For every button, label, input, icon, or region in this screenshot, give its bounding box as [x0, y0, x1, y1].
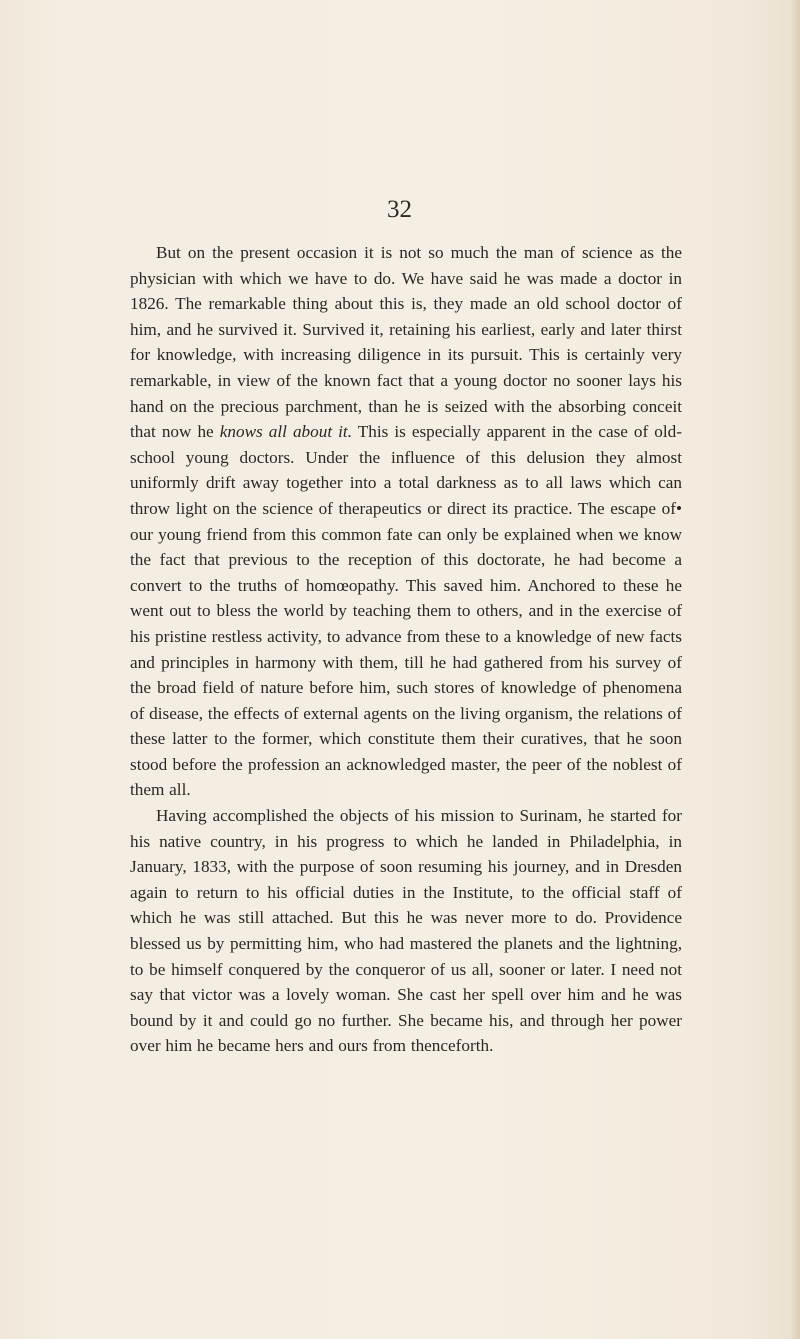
- paragraph-2: [130, 803, 682, 1059]
- body-text: [130, 240, 682, 1059]
- paragraph-1-text-a: But on the present occasion it is not so much the man of science as the physician with which we have to do. We have said he was made a doctor in 1826. The remarkable thing about this is, they made an old school doctor of him, and he survived it. Survived it, retaining his earliest, early and later thirst for knowledge, with increasing diligence in its pursuit. This is certainly very remarkable, in view of the known fact that a young doctor no sooner lays his hand on the precious parchment, than he is seized with the absorbing conceit that now he: [130, 243, 682, 442]
- paragraph-1: [130, 240, 682, 803]
- page-number: 32: [387, 196, 412, 223]
- paragraph-2-text: Having accomplished the objects of his mission to Surinam, he started for his native country, in his progress to which he landed in Philadelphia, in January, 1833, with the purpose of soon resuming his journey, and in Dresden again to return to his official duties in the Institute, to the official staff of which he was still attached. But this he was never more to do. Providence blessed us by permitting him, who had mastered the planets and the lightning, to be himself conquered by the conqueror of us all, sooner or later. I need not say that victor was a lovely woman. She cast her spell over him and he was bound by it and could go no further. She became his, and through her power over him he became hers and ours from thenceforth.: [130, 806, 682, 1056]
- paragraph-1-text-b: This is especially apparent in the case of old-school young doctors. Under the influence of this delusion they almost uniformly drift away together into a total darkness as to all laws which can throw light on the science of therapeutics or direct its practice. The escape of• our young friend from this common fate can only be explained when we know the fact that previous to the reception of this doctorate, he had become a convert to the truths of homœopathy. This saved him. Anchored to these he went out to bless the world by teaching them to others, and in the exercise of his pristine restless activity, to advance from these to a knowledge of new facts and principles in harmony with them, till he had gathered from his survey of the broad field of nature before him, such stores of knowledge of phenomena of disease, the effects of external agents on the living organism, the relations of these latter to the former, which constitute them their curatives, that he soon stood before the profession an acknowledged master, the peer of the noblest of them all.: [130, 422, 682, 800]
- paragraph-1-italic: knows all about it.: [219, 422, 353, 442]
- page-edge: [790, 0, 800, 1339]
